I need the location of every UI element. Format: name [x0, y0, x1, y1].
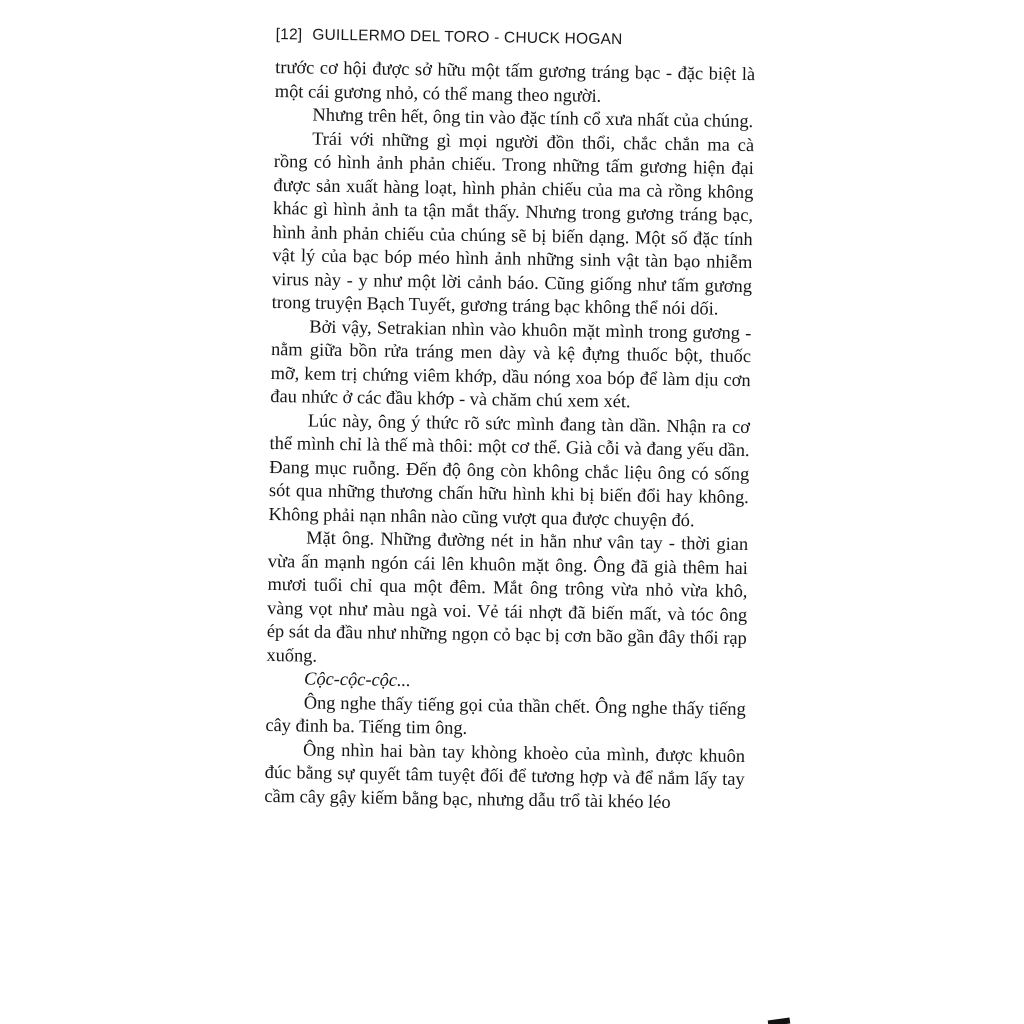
paragraph: Trái với những gì mọi người đồn thổi, chắc chắn ma cà rồng có hình ảnh phản chiếu. Trong những tấm gương hiện đại được sản xuất hàng loạt, hình phản chiếu của ma cà rồng không khác gì hình ảnh ta tận mắt thấy. Nhưng trong gương tráng bạc, hình ảnh phản chiếu của chúng sẽ bị biến dạng. Một số đặc tính vật lý của bạc bóp méo hình ảnh những sinh vật tàn bạo nhiễm virus này - y như một lời cảnh báo. Cũng giống như tấm gương trong truyện Bạch Tuyết, gương tráng bạc không thể nói dối. [271, 128, 755, 319]
paragraph: Ông nghe thấy tiếng gọi của thần chết. Ông nghe thấy tiếng cây đinh ba. Tiếng tim ông. [265, 691, 746, 738]
paragraph-italic-knocking: Cộc-cộc-cộc... [303, 668, 412, 691]
paragraph-continued: trước cơ hội được sở hữu một tấm gương tráng bạc - đặc biệt là một cái gương nhỏ, có thể mang theo người. [274, 56, 756, 106]
paragraph: Lúc này, ông ý thức rõ sức mình đang tàn dần. Nhận ra cơ thể mình chỉ là thế mà thôi: một cơ thể. Già cỗi và đang yếu dần. Đang mục ruỗng. Đến độ ông còn không chắc liệu ông có sống sót qua những thương chấn hữu hình khi bị biến đổi hay không. Không phải nạn nhân nào cũng vượt qua được chuyện đó. [268, 410, 751, 530]
paragraph: Ông nhìn hai bàn tay khòng khoèo của mình, được khuôn đúc bằng sự quyết tâm tuyệt đối để tương hợp và để nắm lấy tay cầm cây gậy kiếm bằng bạc, nhưng dẫu trổ tài khéo léo [264, 738, 746, 812]
paragraph: Nhưng trên hết, ông tin vào đặc tính cổ xưa nhất của chúng. [312, 104, 754, 132]
text-block [264, 14, 756, 815]
paragraph: Bởi vậy, Setrakian nhìn vào khuôn mặt mình trong gương - nằm giữa bồn rửa tráng men dày và kệ đựng thuốc bột, thuốc mỡ, kem trị chứng viêm khớp, dầu nóng xoa bóp để làm dịu cơn đau nhức ở các đầu khớp - và chăm chú xem xét. [270, 316, 752, 412]
page-number: [12] [275, 25, 303, 44]
running-header [275, 14, 756, 63]
running-title: GUILLERMO DEL TORO - CHUCK HOGAN [312, 26, 623, 49]
body-text [264, 56, 755, 815]
paragraph: Mặt ông. Những đường nét in hằn như vân tay - thời gian vừa ấn mạnh ngón cái lên khuôn mặt ông. Ông đã già thêm hai mươi tuổi chỉ qua một đêm. Mắt ông trông vừa nhỏ vừa khô, vàng vọt như màu ngà voi. Vẻ tái nhợt đã biến mất, và tóc ông ép sát da đầu như những ngọn cỏ bạc bị cơn bão gần đây thổi rạp xuống. [266, 527, 749, 666]
page-edge-mark [768, 1017, 791, 1024]
